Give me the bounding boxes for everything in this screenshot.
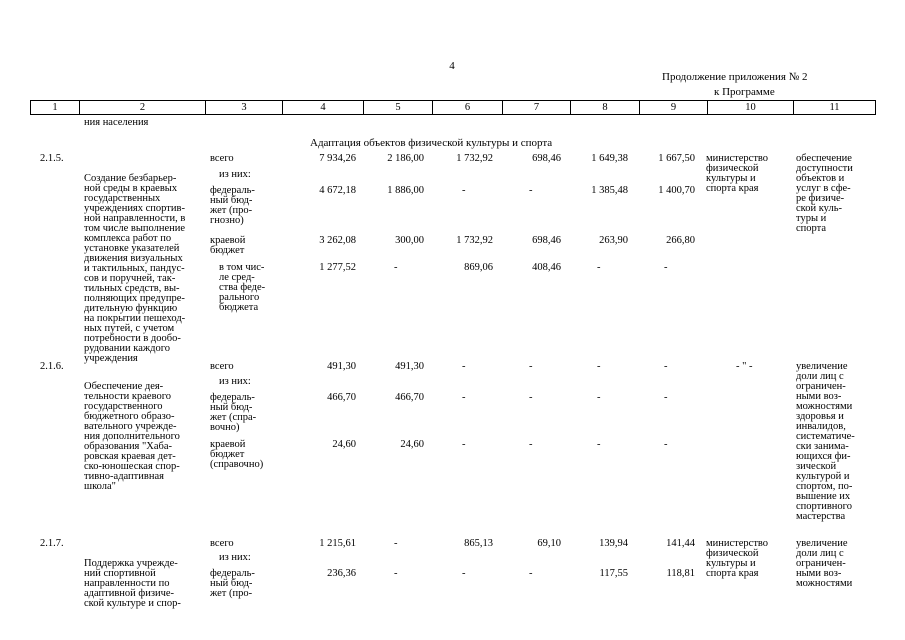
value-cell: - — [597, 361, 601, 372]
value-cell: 1 400,70 — [658, 185, 695, 196]
row-result: увеличение доли лиц с ограничен- ными воз- можностями — [796, 538, 853, 589]
value-cell: - — [664, 361, 668, 372]
col-number-6: 6 — [433, 101, 503, 115]
value-cell: 3 262,08 — [319, 235, 356, 246]
funding-label: из них: — [219, 376, 251, 387]
funding-label: всего — [210, 361, 234, 372]
value-cell: - — [597, 392, 601, 403]
value-cell: 1 886,00 — [387, 185, 424, 196]
row-result: увеличение доли лиц с ограничен- ными воз- можностями здоровья и инвалидов, систематиче- ски занима- ющихся фи- зической культурой и спортом, по- вышение их спортивного мастерства — [796, 361, 855, 522]
col-number-8: 8 — [571, 101, 640, 115]
value-cell: 139,94 — [599, 538, 628, 549]
row-description: Создание безбарьер- ной среды в краевых государственных учреждениях спортив- ной направленности, в том числе выполнение комплекса работ по установке указателей движения визуальных и тактильных, пандус- сов и поручней, так- тильных средств, вы- полняющих предупре- дительную функцию на покрытии пешеход- ных путей, с учетом потребности в дообо- рудовании каждого учреждения — [84, 173, 186, 364]
continuation-subtitle: к Программе — [714, 86, 775, 98]
row-description: Поддержка учрежде- ний спортивной направленности по адаптивной физиче- ской культуре и спор- — [84, 558, 181, 609]
value-cell: 4 672,18 — [319, 185, 356, 196]
value-cell: - — [462, 361, 466, 372]
column-number-header — [30, 100, 876, 115]
value-cell: 491,30 — [395, 361, 424, 372]
value-cell: - — [462, 439, 466, 450]
value-cell: 263,90 — [599, 235, 628, 246]
row-description: Обеспечение дея- тельности краевого государственного бюджетного образо- вательного учрежде- ния дополнительного образования "Хаба- ровская краевая дет- ско-юношеская спор- тивно-адаптивная школа" — [84, 381, 180, 492]
col-number-3: 3 — [206, 101, 283, 115]
value-cell: 408,46 — [532, 262, 561, 273]
value-cell: - — [664, 439, 668, 450]
value-cell: - — [529, 392, 533, 403]
row-result: обеспечение доступности объектов и услуг в сфе- ре физиче- ской куль- туры и спорта — [796, 153, 853, 234]
row-id: 2.1.5. — [40, 153, 64, 164]
row-executor: министерство физической культуры и спорта края — [706, 153, 769, 194]
value-cell: 491,30 — [327, 361, 356, 372]
value-cell: - — [664, 262, 668, 273]
value-cell: - — [462, 185, 466, 196]
row-id: 2.1.6. — [40, 361, 64, 372]
funding-label: из них: — [219, 552, 251, 563]
page-number: 4 — [449, 60, 455, 72]
value-cell: 1 667,50 — [658, 153, 695, 164]
col-number-5: 5 — [364, 101, 433, 115]
col-number-7: 7 — [503, 101, 571, 115]
row-id: 2.1.7. — [40, 538, 64, 549]
value-cell: - — [597, 439, 601, 450]
value-cell: 236,36 — [327, 568, 356, 579]
value-cell: - — [394, 538, 398, 549]
value-cell: - — [529, 439, 533, 450]
value-cell: - — [529, 568, 533, 579]
value-cell: 698,46 — [532, 153, 561, 164]
value-cell: - — [394, 568, 398, 579]
value-cell: 300,00 — [395, 235, 424, 246]
funding-label: в том чис- ле сред- ства феде- рального бюджета — [219, 262, 266, 313]
value-cell: 24,60 — [332, 439, 356, 450]
value-cell: 1 732,92 — [456, 235, 493, 246]
value-cell: - — [462, 392, 466, 403]
funding-label: федераль- ный бюд- жет (спра- вочно) — [210, 392, 257, 433]
funding-label: из них: — [219, 169, 251, 180]
value-cell: 1 732,92 — [456, 153, 493, 164]
row-executor: - " - — [736, 361, 753, 372]
col-number-9: 9 — [640, 101, 708, 115]
value-cell: 118,81 — [666, 568, 695, 579]
funding-label: всего — [210, 538, 234, 549]
value-cell: - — [394, 262, 398, 273]
value-cell: 466,70 — [395, 392, 424, 403]
value-cell: 1 215,61 — [319, 538, 356, 549]
value-cell: 2 186,00 — [387, 153, 424, 164]
value-cell: 1 385,48 — [591, 185, 628, 196]
value-cell: 141,44 — [666, 538, 695, 549]
funding-label: краевой бюджет — [210, 235, 246, 256]
value-cell: - — [462, 568, 466, 579]
section-title: Адаптация объектов физической культуры и спорта — [310, 137, 553, 149]
value-cell: 869,06 — [464, 262, 493, 273]
value-cell: 698,46 — [532, 235, 561, 246]
funding-label: федераль- ный бюд- жет (про- — [210, 568, 255, 599]
value-cell: 865,13 — [464, 538, 493, 549]
funding-label: всего — [210, 153, 234, 164]
col-number-1: 1 — [31, 101, 80, 115]
col-number-11: 11 — [794, 101, 876, 115]
value-cell: 1 649,38 — [591, 153, 628, 164]
value-cell: - — [529, 185, 533, 196]
funding-label: краевой бюджет (справочно) — [210, 439, 264, 470]
value-cell: 266,80 — [666, 235, 695, 246]
continuation-title: Продолжение приложения № 2 — [662, 71, 808, 83]
carryover-text: ния населения — [84, 117, 149, 128]
col-number-4: 4 — [283, 101, 364, 115]
col-number-10: 10 — [708, 101, 794, 115]
funding-label: федераль- ный бюд- жет (про- гнозно) — [210, 185, 255, 226]
value-cell: 117,55 — [599, 568, 628, 579]
col-number-2: 2 — [80, 101, 206, 115]
value-cell: - — [529, 361, 533, 372]
value-cell: 466,70 — [327, 392, 356, 403]
value-cell: 1 277,52 — [319, 262, 356, 273]
value-cell: - — [664, 392, 668, 403]
row-executor: министерство физической культуры и спорта края — [706, 538, 769, 579]
value-cell: 24,60 — [400, 439, 424, 450]
value-cell: 69,10 — [537, 538, 561, 549]
value-cell: 7 934,26 — [319, 153, 356, 164]
value-cell: - — [597, 262, 601, 273]
